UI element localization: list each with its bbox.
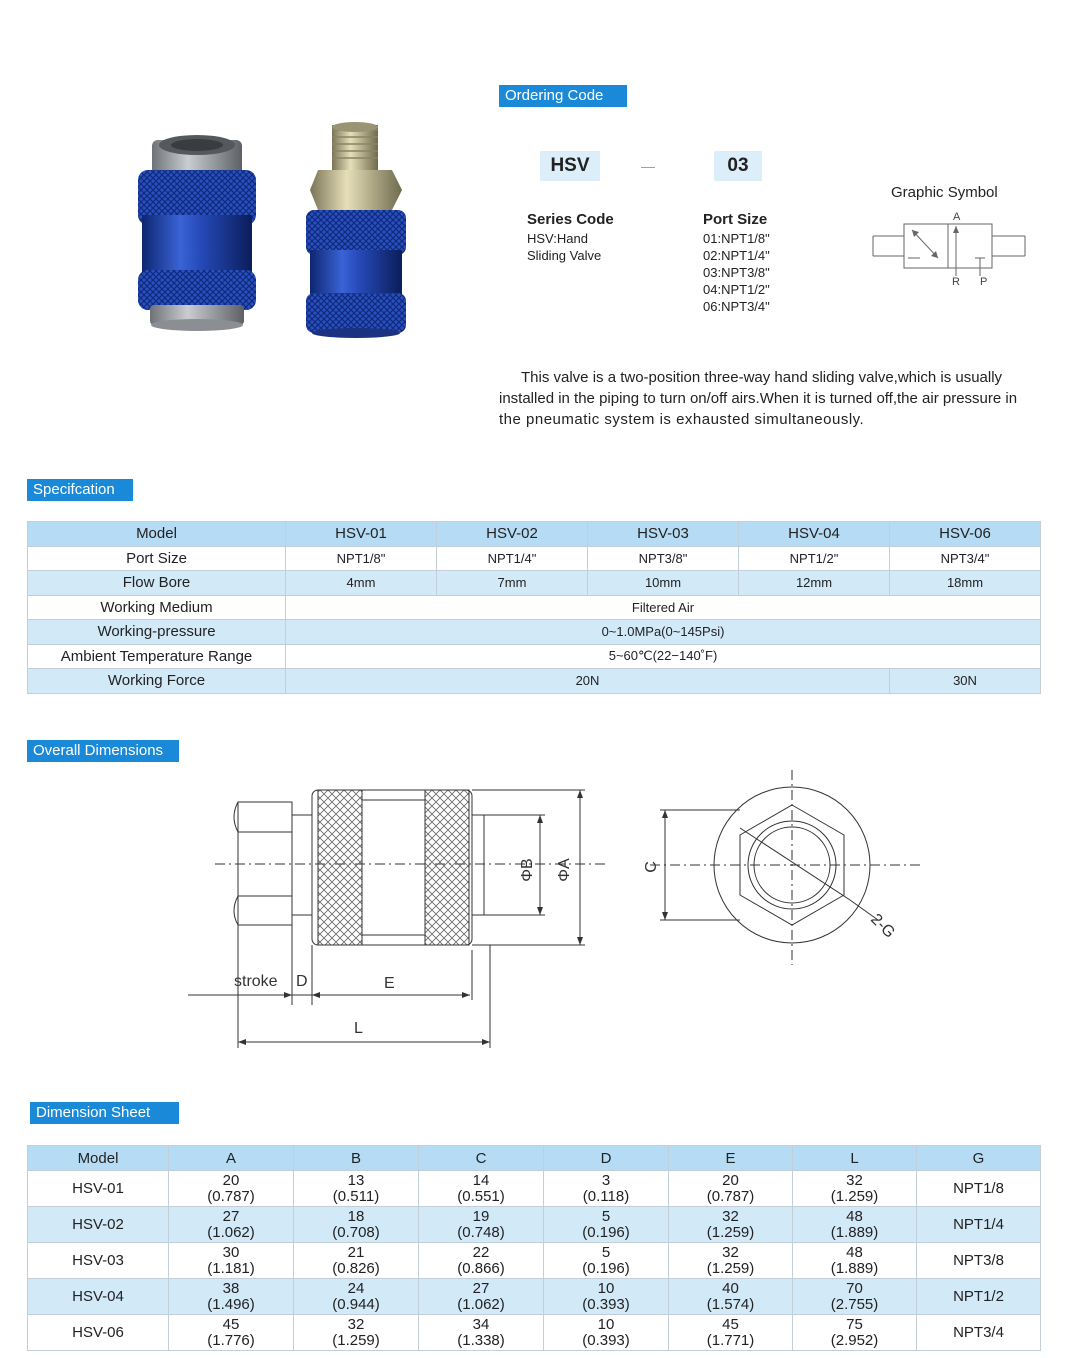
- dim-inch: (1.259): [706, 1259, 755, 1277]
- series-code-description: [527, 230, 601, 264]
- valve-photo-right: [306, 122, 406, 338]
- dim-model-cell: HSV-03: [28, 1243, 169, 1279]
- spec-row-pressure: [28, 620, 1041, 645]
- dim-inch: (2.952): [830, 1331, 879, 1349]
- dim-mm: 20: [222, 1171, 240, 1189]
- overall-dimensions-tag: Overall Dimensions: [27, 740, 179, 762]
- dim-mm: 19: [472, 1207, 490, 1225]
- spec-cell: 20N: [286, 669, 890, 694]
- spec-row-flow-bore: [28, 571, 1041, 596]
- port-label-r: R: [952, 276, 960, 288]
- ordering-code-tag: Ordering Code: [499, 85, 627, 107]
- dim-label-l: L: [354, 1020, 363, 1037]
- dim-inch: (1.181): [207, 1259, 255, 1277]
- product-photo: [120, 115, 420, 345]
- dim-label-phi-b: ΦB: [519, 858, 536, 882]
- dim-inch: (1.259): [706, 1223, 755, 1241]
- spec-header-cell: Model: [28, 522, 286, 547]
- spec-header-cell: HSV-02: [437, 522, 588, 547]
- port-size-option: 04:NPT1/2": [703, 282, 770, 297]
- spec-cell: NPT1/2": [739, 546, 890, 571]
- dim-header-row: [28, 1146, 1041, 1171]
- dim-mm: 22: [472, 1243, 490, 1261]
- dim-inch: (1.259): [830, 1187, 879, 1205]
- series-code-heading: Series Code: [527, 211, 614, 228]
- description-line: the pneumatic system is exhausted simultaneously.: [499, 411, 865, 428]
- port-label-p: P: [980, 276, 988, 288]
- dim-inch: (0.748): [457, 1223, 505, 1241]
- dim-inch: (0.551): [457, 1187, 505, 1205]
- dim-inch: (1.496): [207, 1295, 255, 1313]
- dim-mm: 45: [722, 1315, 739, 1333]
- dim-model-cell: HSV-02: [28, 1207, 169, 1243]
- dim-mm: 21: [347, 1243, 365, 1261]
- dim-thread-cell: NPT3/8: [917, 1243, 1041, 1279]
- dim-inch: (1.889): [830, 1223, 879, 1241]
- dim-model-cell: HSV-04: [28, 1279, 169, 1315]
- specification-table: [27, 521, 1041, 694]
- dim-mm: 5: [601, 1207, 611, 1225]
- dim-inch: (1.259): [332, 1331, 380, 1349]
- dim-inch: (0.511): [332, 1187, 380, 1205]
- port-label-a: A: [953, 211, 961, 223]
- series-code-box: HSV: [540, 151, 600, 181]
- dim-inch: (0.196): [582, 1259, 630, 1277]
- spec-cell: NPT1/8": [286, 546, 437, 571]
- dim-row: [28, 1315, 1041, 1351]
- dim-label-e: E: [384, 975, 395, 992]
- dim-mm: 48: [846, 1243, 863, 1261]
- dimension-sheet-tag: Dimension Sheet: [30, 1102, 179, 1124]
- dim-mm: 3: [601, 1171, 611, 1189]
- spec-header-cell: HSV-03: [588, 522, 739, 547]
- dim-mm: 10: [597, 1279, 615, 1297]
- spec-row-temperature: [28, 644, 1041, 669]
- spec-cell: NPT3/4": [890, 546, 1041, 571]
- dim-inch: (0.944): [332, 1295, 380, 1313]
- dim-header-cell: B: [294, 1146, 419, 1171]
- spec-row-medium: [28, 595, 1041, 620]
- spec-cell: 12mm: [739, 571, 890, 596]
- spec-row-label: Flow Bore: [28, 571, 286, 596]
- dim-inch: (0.708): [332, 1223, 380, 1241]
- dim-inch: (1.776): [207, 1331, 255, 1349]
- spec-row-label: Ambient Temperature Range: [28, 644, 286, 669]
- dim-mm: 48: [846, 1207, 863, 1225]
- code-separator: —: [641, 158, 655, 174]
- dim-model-cell: HSV-01: [28, 1171, 169, 1207]
- dim-thread-cell: NPT1/2: [917, 1279, 1041, 1315]
- dim-mm: 5: [601, 1243, 611, 1261]
- dimension-sheet-table: [27, 1145, 1041, 1351]
- spec-header-cell: HSV-06: [890, 522, 1041, 547]
- dim-inch: (0.393): [582, 1295, 630, 1313]
- dim-mm: 32: [722, 1207, 739, 1225]
- spec-row-port-size: [28, 546, 1041, 571]
- dim-mm: 27: [472, 1279, 490, 1297]
- spec-cell: 18mm: [890, 571, 1041, 596]
- port-size-option: 03:NPT3/8": [703, 265, 770, 280]
- valve-photo-left: [138, 135, 256, 331]
- description-line: installed in the piping to turn on/off airs.When it is turned off,the air pressure in: [499, 390, 1018, 407]
- dim-inch: (0.826): [332, 1259, 380, 1277]
- port-size-option: 01:NPT1/8": [703, 231, 770, 246]
- series-code-line: Sliding Valve: [527, 248, 602, 263]
- dim-mm: 32: [722, 1243, 739, 1261]
- dim-header-cell: A: [169, 1146, 294, 1171]
- dim-header-cell: E: [669, 1146, 793, 1171]
- dim-row: [28, 1171, 1041, 1207]
- spec-row-force: [28, 669, 1041, 694]
- graphic-symbol: [868, 208, 1030, 290]
- dim-mm: 20: [722, 1171, 739, 1189]
- dim-label-g: 2-G: [867, 910, 899, 942]
- spec-cell: 0~1.0MPa(0~145Psi): [286, 620, 1041, 645]
- spec-header-cell: HSV-01: [286, 522, 437, 547]
- dim-row: [28, 1243, 1041, 1279]
- spec-cell: 5~60℃(22−140˚F): [286, 644, 1041, 669]
- spec-header-row: [28, 522, 1041, 547]
- dim-model-cell: HSV-06: [28, 1315, 169, 1351]
- port-code-box: 03: [714, 151, 762, 181]
- spec-cell: 4mm: [286, 571, 437, 596]
- dim-label-stroke: stroke: [234, 973, 278, 990]
- port-size-heading: Port Size: [703, 211, 768, 228]
- dim-row: [28, 1207, 1041, 1243]
- description-line: This valve is a two-position three-way hand sliding valve,which is usually: [521, 369, 1003, 386]
- dim-mm: 27: [222, 1207, 240, 1225]
- dim-inch: (0.866): [457, 1259, 505, 1277]
- dim-label-d: D: [296, 973, 308, 990]
- spec-cell: 7mm: [437, 571, 588, 596]
- spec-row-label: Working-pressure: [28, 620, 286, 645]
- dim-inch: (1.771): [706, 1331, 755, 1349]
- dim-inch: (0.787): [706, 1187, 755, 1205]
- dim-mm: 30: [222, 1243, 240, 1261]
- spec-row-label: Working Medium: [28, 595, 286, 620]
- dim-header-cell: G: [917, 1146, 1041, 1171]
- spec-header-cell: HSV-04: [739, 522, 890, 547]
- spec-cell: 10mm: [588, 571, 739, 596]
- dim-mm: 40: [722, 1279, 739, 1297]
- dimension-drawing: [180, 770, 920, 1055]
- dim-inch: (2.755): [830, 1295, 879, 1313]
- spec-cell: 30N: [890, 669, 1041, 694]
- dim-thread-cell: NPT1/4: [917, 1207, 1041, 1243]
- dim-mm: 70: [846, 1279, 863, 1297]
- dim-inch: (1.574): [706, 1295, 755, 1313]
- dim-header-cell: D: [544, 1146, 669, 1171]
- dim-label-c: C: [643, 861, 660, 873]
- dim-mm: 75: [846, 1315, 863, 1333]
- dim-mm: 18: [347, 1207, 365, 1225]
- dim-header-cell: Model: [28, 1146, 169, 1171]
- dim-mm: 24: [347, 1279, 365, 1297]
- dim-inch: (0.787): [207, 1187, 255, 1205]
- dim-inch: (1.889): [830, 1259, 879, 1277]
- spec-cell: Filtered Air: [286, 595, 1041, 620]
- port-size-option: 06:NPT3/4": [703, 299, 770, 314]
- dim-thread-cell: NPT3/4: [917, 1315, 1041, 1351]
- dim-inch: (0.118): [582, 1187, 630, 1205]
- port-size-option: 02:NPT1/4": [703, 248, 770, 263]
- spec-row-label: Working Force: [28, 669, 286, 694]
- dim-mm: 13: [347, 1171, 365, 1189]
- dim-mm: 14: [472, 1171, 490, 1189]
- spec-row-label: Port Size: [28, 546, 286, 571]
- dim-inch: (1.062): [457, 1295, 505, 1313]
- dim-header-cell: L: [793, 1146, 917, 1171]
- port-size-list: [703, 230, 770, 315]
- dim-thread-cell: NPT1/8: [917, 1171, 1041, 1207]
- series-code-line: HSV:Hand: [527, 231, 588, 246]
- dim-inch: (0.196): [582, 1223, 630, 1241]
- dim-row: [28, 1279, 1041, 1315]
- dim-header-cell: C: [419, 1146, 544, 1171]
- dim-label-phi-a: ΦA: [556, 858, 573, 882]
- spec-cell: NPT3/8": [588, 546, 739, 571]
- dim-mm: 34: [472, 1315, 490, 1333]
- dim-inch: (1.062): [207, 1223, 255, 1241]
- dim-mm: 38: [222, 1279, 240, 1297]
- graphic-symbol-title: Graphic Symbol: [891, 184, 998, 201]
- specification-tag: Specifcation: [27, 479, 133, 501]
- dim-mm: 45: [222, 1315, 240, 1333]
- dim-mm: 10: [597, 1315, 615, 1333]
- dim-inch: (1.338): [457, 1331, 505, 1349]
- dim-mm: 32: [347, 1315, 365, 1333]
- dim-inch: (0.393): [582, 1331, 630, 1349]
- dim-mm: 32: [846, 1171, 863, 1189]
- product-description: [499, 367, 1039, 430]
- spec-cell: NPT1/4": [437, 546, 588, 571]
